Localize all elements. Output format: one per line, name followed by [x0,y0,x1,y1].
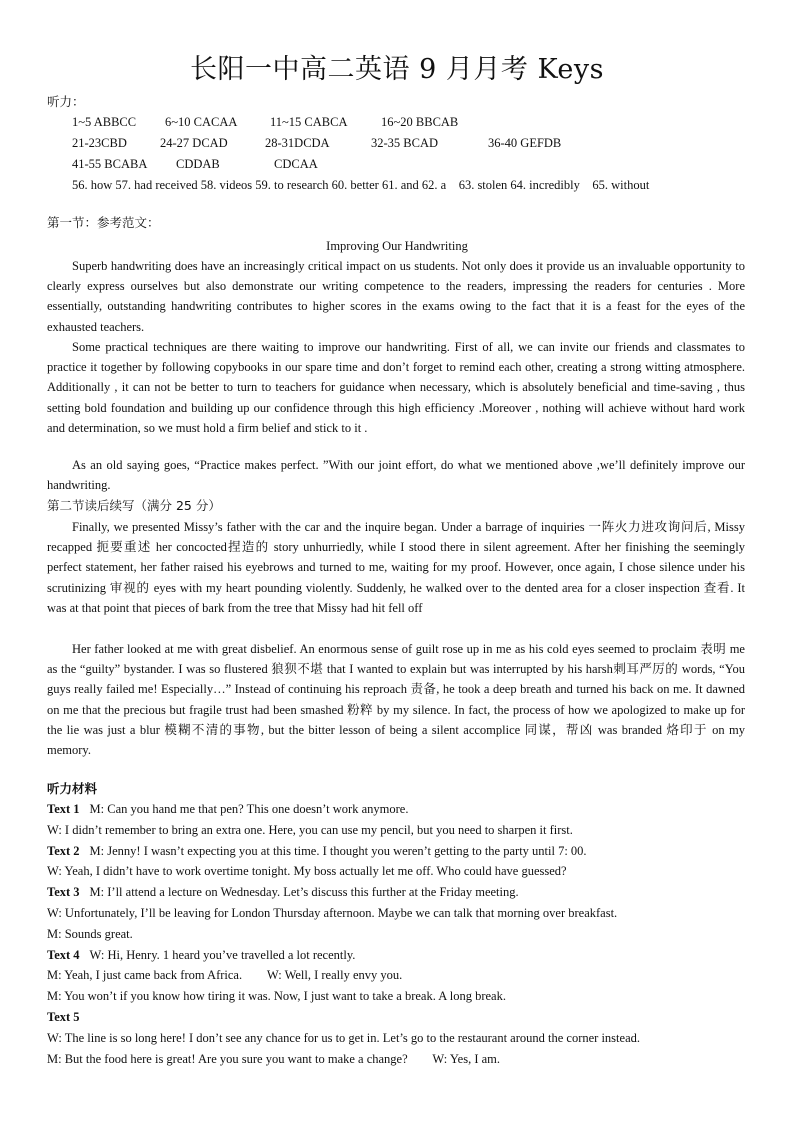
essay-paragraph-1: Superb handwriting does have an increasingly critical impact on us students. Not only does it provide us an invaluable opportunity to clearly express ourselves but also demonstrate our writing competence to the readers, impressing the readers for centuries . More essentially, outstanding handwriting contributes to higher scores in the exams owing to the fact that it is a feast for the eyes of the exhausted teachers. [47,259,745,334]
continuation-paragraph-1: Finally, we presented Missy’s father with the car and the inquire began. Under a barrage of inquiries 一阵火力进攻询问后, Missy recapped 扼要重述 her concocted捏造的 story unhurriedly, while I stood there in silent agreement. After her finishing the seemingly perfect statement, her father raised his eyebrows and turned to me, waiting for my proof. However, once again, I chose silence under his scrutinizing 审视的 eyes with my heart pounding violently. Suddenly, he walked over to the dented area for a closer inspection 查看. It was at that point that pieces of bark from the tree that Missy had hit fell off [47,520,745,615]
essay-paragraph-3: As an old saying goes, “Practice makes perfect. ”With our joint effort, do what we mentioned above ,we’ll definitely improve our handwriting. [47,458,745,493]
section2-heading: 第二节读后续写（满分 25 分） [47,498,221,513]
answer-group: 41-55 BCABA [72,157,148,171]
transcript-line [47,841,587,862]
essay-paragraph-2: Some practical techniques are there waiting to improve our handwriting. First of all, we can invite our friends and classmates to practice it together by following copybooks in our spare time and don’t forget to remind each other, creating a strong witting atmosphere. Additionally , it can not be better to turn to teachers for guidance when necessary, which is absolutely beneficial and time-saving , thus setting bold foundation and building up our confidence through this high efficiency .Moreover , nothing will achieve without hard work and determination, so we must hold a firm belief and stick to it . [47,340,745,435]
transcript-text: M: Can you hand me that pen? This one doesn’t work anymore. [89,802,409,816]
transcript-line [47,945,355,966]
answer-group: 24-27 DCAD [160,136,228,150]
page-title: 长阳一中高二英语 9 月月考 Keys [190,54,604,85]
transcript-line [47,799,408,820]
transcript-line [47,820,573,841]
text-number-label: Text 2 [47,843,80,858]
transcript-text: W: Hi, Henry. 1 heard you’ve travelled a lot recently. [89,947,356,962]
answer-group: 28-31DCDA [265,136,330,150]
answer-group: 16~20 BBCAB [381,115,459,129]
transcript-line [47,1007,90,1028]
answer-group: 6~10 CACAA [165,115,238,129]
transcript-text: M: Yeah, I just came back from Africa. W: Well, I really envy you. [47,968,403,983]
essay-title: Improving Our Handwriting [326,239,468,253]
transcript-text: W: Yeah, I didn’t have to work overtime tonight. My boss actually let me off. Who could have guessed? [47,864,567,879]
transcript-text: W: Unfortunately, I’ll be leaving for London Thursday afternoon. Maybe we can talk that morning over breakfast. [47,906,618,920]
answer-group: 21-23CBD [72,136,127,150]
answer-group: 1~5 ABBCC [72,115,137,129]
text-number-label: Text 4 [47,947,80,962]
text-number-label: Text 5 [47,1010,80,1024]
transcript-line [47,1028,640,1049]
transcript-text: W: I didn’t remember to bring an extra one. Here, you can use my pencil, but you need to sharpen it first. [47,822,573,837]
transcript-text: M: Sounds great. [47,926,133,941]
answer-group: CDDAB [176,157,220,171]
transcript-line [47,861,567,882]
section1-heading: 第一节：参考范文： [47,215,160,230]
transcript-line [47,986,506,1007]
answer-row-1 [72,113,458,131]
transcript-line [47,903,617,924]
answer-group: 32-35 BCAD [371,136,439,150]
transcript-line [47,924,133,945]
continuation-paragraph-2: Her father looked at me with great disbelief. An enormous sense of guilt rose up in me as his cold eyes seemed to proclaim 表明 me as the “guilty” bystander. I was so flustered 狼狈不堪 that I wanted to explain but was interrupted by his harsh刺耳严厉的 words, “You guys really failed me! Especially…” Instead of continuing his reproach 责备, he took a deep breath and turned his back on me. It dawned on me that the precious but fragile trust had been smashed 粉粹 by my silence. In fact, the process of how we apologized to make up for the lie was just a blur 模糊不清的事物, but the bitter lesson of being a silent accomplice 同谋，帮凶 was branded 烙印于 on my memory. [47,642,745,758]
answer-group: CDCAA [274,157,318,171]
materials-heading: 听力材料 [47,781,98,796]
transcript-line [47,882,519,903]
answer-group: 11~15 CABCA [270,115,348,129]
transcript-text: M: You won’t if you know how tiring it was. Now, I just want to take a break. A long break. [47,989,506,1004]
text-number-label: Text 1 [47,802,80,816]
answer-row-3 [72,155,318,173]
text-number-label: Text 3 [47,885,80,900]
transcript-text: M: But the food here is great! Are you sure you want to make a change? W: Yes, I am. [47,1051,501,1066]
answer-row-4: 56. how 57. had received 58. videos 59. to research 60. better 61. and 62. a 63. stolen 64. incredibly 65. without [72,178,650,192]
transcript-text: W: The line is so long here! I don’t see any chance for us to get in. Let’s go to the restaurant around the corner instead. [47,1030,640,1045]
transcript-text: M: I’ll attend a lecture on Wednesday. Let’s discuss this further at the Friday meeting. [89,885,519,900]
answer-group: 36-40 GEFDB [488,136,562,150]
transcript-line [47,965,402,986]
transcript-line [47,1049,500,1070]
answer-row-2 [72,134,561,152]
transcript-text: M: Jenny! I wasn’t expecting you at this time. I thought you weren’t getting to the party until 7: 00. [89,843,587,858]
listening-heading: 听力： [47,94,85,109]
